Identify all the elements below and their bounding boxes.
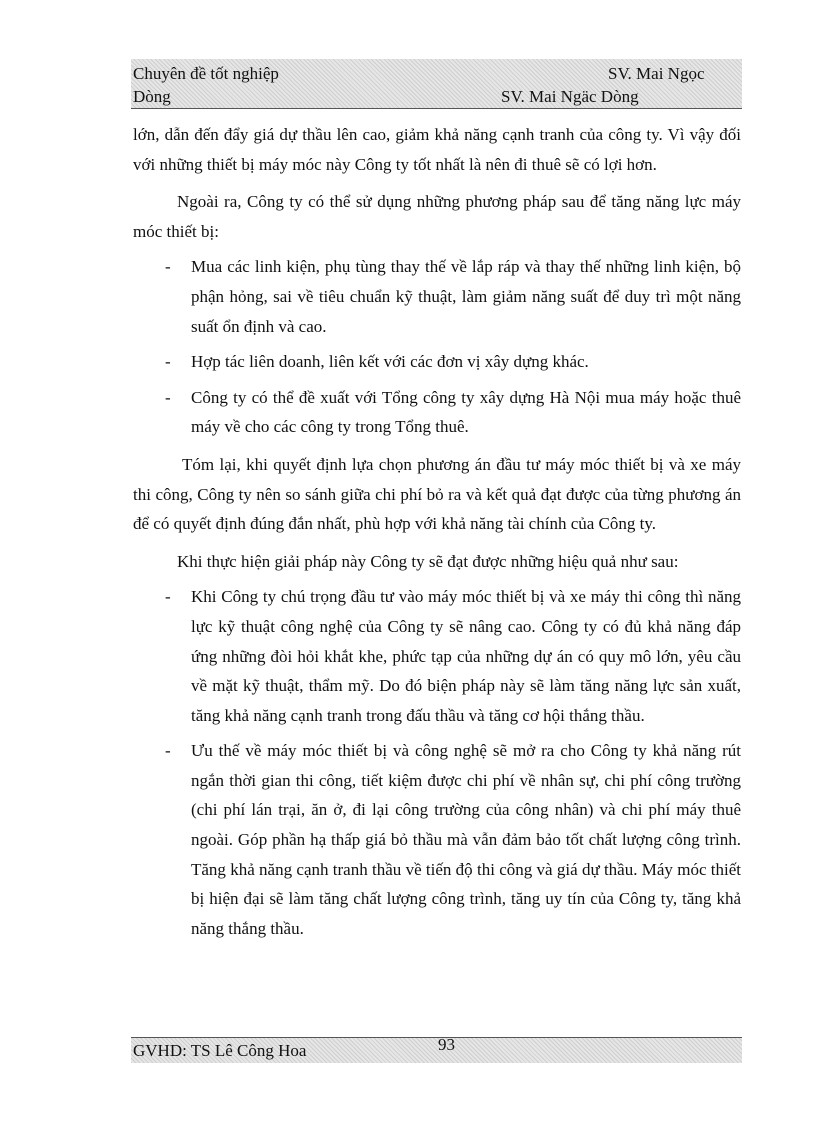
page-number: 93	[438, 1035, 455, 1054]
bullet-item	[133, 582, 741, 730]
header-title: Chuyên đề tốt nghiệp	[133, 64, 279, 83]
page-header	[131, 59, 742, 109]
bullet-item	[133, 347, 741, 377]
header-author: SV. Mai Ngọc	[608, 64, 705, 83]
bullet-item	[133, 252, 741, 341]
bullet-text: Hợp tác liên doanh, liên kết với các đơn vị xây dựng khác.	[191, 352, 589, 372]
document-body	[133, 120, 741, 943]
footer-advisor: GVHD: TS Lê Công Hoa	[133, 1041, 307, 1060]
paragraph-summary: Tóm lại, khi quyết định lựa chọn phương án đầu tư máy móc thiết bị và xe máy thi công, Công ty nên so sánh giữa chi phí bỏ ra và kết quả đạt được của từng phương án để có quyết định đúng đắn nhất, phù hợp với khả năng tài chính của Công ty.	[133, 454, 741, 534]
bullet-dash: -	[165, 387, 171, 407]
bullet-text: Ưu thế về máy móc thiết bị và công nghệ sẽ mở ra cho Công ty khả năng rút ngắn thời gian thi công, tiết kiệm được chi phí về nhân sự, chi phí công trường (chi phí lán trại, ăn ở, đi lại công trường của công nhân) và chi phí máy thuê ngoài. Góp phần hạ thấp giá bỏ thầu mà vẫn đảm bảo tốt chất lượng công trình. Tăng khả năng cạnh tranh thầu về tiến độ thi công và giá dự thầu. Máy móc thiết bị hiện đại sẽ làm tăng chất lượng công trình, tăng uy tín của Công ty, tăng khả năng thắng thầu.	[191, 741, 741, 938]
bullet-text: Mua các linh kiện, phụ tùng thay thế về lắp ráp và thay thế những linh kiện, bộ phận hỏng, sai về tiêu chuẩn kỹ thuật, làm giảm năng suất để duy trì một năng suất ổn định và cao.	[191, 257, 741, 336]
header-author-alt: SV. Mai Ngäc Dòng	[501, 87, 639, 106]
bullet-item	[133, 383, 741, 442]
bullet-text: Khi Công ty chú trọng đầu tư vào máy móc thiết bị và xe máy thi công thì năng lực kỹ thuật công nghệ của Công ty sẽ nâng cao. Công ty có đủ khả năng đáp ứng những đòi hỏi khắt khe, phức tạp của những dự án có quy mô lớn, yêu cầu về mặt kỹ thuật, thẩm mỹ. Do đó biện pháp này sẽ làm tăng năng lực sản xuất, tăng khả năng cạnh tranh trong đấu thầu và tăng cơ hội thắng thầu.	[191, 587, 741, 725]
paragraph-continuation: lớn, dẫn đến đẩy giá dự thầu lên cao, giảm khả năng cạnh tranh của công ty. Vì vậy đối với những thiết bị máy móc này Công ty tốt nhất là nên đi thuê sẽ có lợi hơn.	[133, 125, 741, 174]
page-footer	[131, 1037, 742, 1063]
paragraph-results-intro: Khi thực hiện giải pháp này Công ty sẽ đạt được những hiệu quả như sau:	[177, 551, 679, 571]
bullet-text: Công ty có thể đề xuất với Tổng công ty xây dựng Hà Nội mua máy hoặc thuê máy về cho các công ty trong Tổng thuê.	[191, 387, 741, 437]
bullet-item	[133, 736, 741, 943]
bullet-dash: -	[165, 587, 171, 607]
bullet-dash: -	[165, 741, 171, 761]
bullet-dash: -	[165, 257, 171, 277]
bullet-dash: -	[165, 352, 171, 372]
paragraph-methods-intro: Ngoài ra, Công ty có thể sử dụng những phương pháp sau để tăng năng lực máy móc thiết bị:	[133, 192, 741, 241]
header-title-continuation: Dòng	[133, 87, 171, 106]
